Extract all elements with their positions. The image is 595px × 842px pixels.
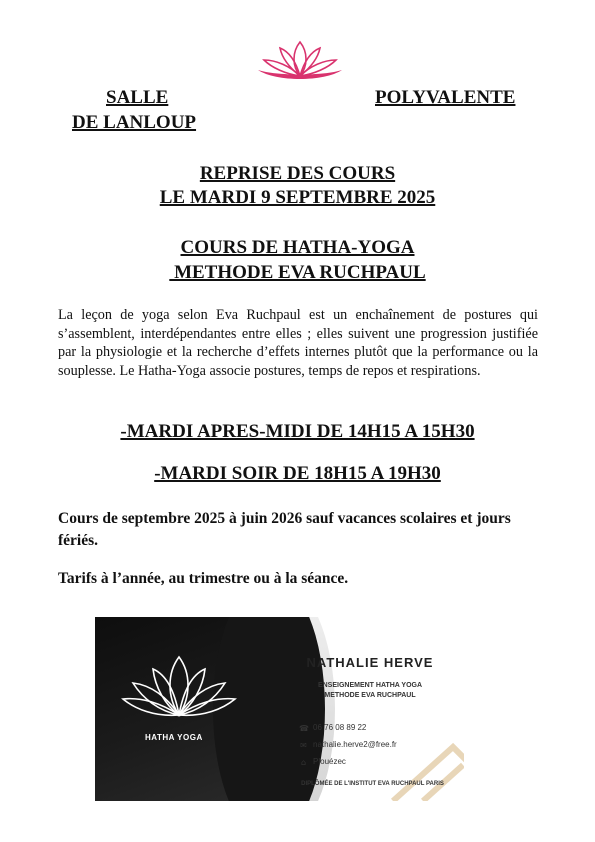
header-polyvalente: POLYVALENTE <box>375 87 516 108</box>
pricing-text: Tarifs à l’année, au trimestre ou à la séance. <box>58 570 349 587</box>
card-subtitle-2: METHODE EVA RUCHPAUL <box>324 692 416 699</box>
lotus-logo-icon <box>252 38 348 82</box>
card-subtitle-1: ENSEIGNEMENT HATHA YOGA <box>317 682 423 689</box>
lotus-outline-icon <box>119 653 239 733</box>
home-icon: ⌂ <box>300 758 307 767</box>
card-logo-text: HATHA YOGA <box>145 733 203 742</box>
card-phone: 06 76 08 89 22 <box>313 723 367 732</box>
card-name: NATHALIE HERVE <box>306 655 434 670</box>
card-location: Plouézec <box>313 757 346 766</box>
business-card <box>95 617 464 801</box>
card-decoration <box>353 737 464 801</box>
header-salle: SALLE <box>106 87 169 108</box>
schedule-afternoon: -MARDI APRES-MIDI DE 14H15 A 15H30 <box>120 421 475 442</box>
course-title: COURS DE HATHA-YOGA <box>180 237 415 258</box>
reprise-date: LE MARDI 9 SEPTEMBRE 2025 <box>159 187 436 208</box>
course-method: METHODE EVA RUCHPAUL <box>169 262 426 283</box>
header-lanloup: DE LANLOUP <box>72 112 197 133</box>
phone-icon: ☎ <box>299 724 309 733</box>
reprise-title: REPRISE DES COURS <box>199 163 396 184</box>
card-footer: DIPLÔMÉE DE L'INSTITUT EVA RUCHPAUL PARIS <box>301 781 444 787</box>
email-icon: ✉ <box>300 741 307 750</box>
description-paragraph: La leçon de yoga selon Eva Ruchpaul est un enchaînement de postures qui s’assemblent, interdépendantes entre elles ; elles suivent une progression justifiée par la physiologie et la recherche d’effets internes plutôt que la performance ou la souplesse. Le Hatha-Yoga associe postures, temps de repos et respirations. <box>58 307 538 379</box>
schedule-evening: -MARDI SOIR DE 18H15 A 19H30 <box>154 463 441 484</box>
card-email: nathalie.herve2@free.fr <box>313 740 397 749</box>
period-text: Cours de septembre 2025 à juin 2026 sauf vacances scolaires et jours fériés. <box>58 510 511 549</box>
